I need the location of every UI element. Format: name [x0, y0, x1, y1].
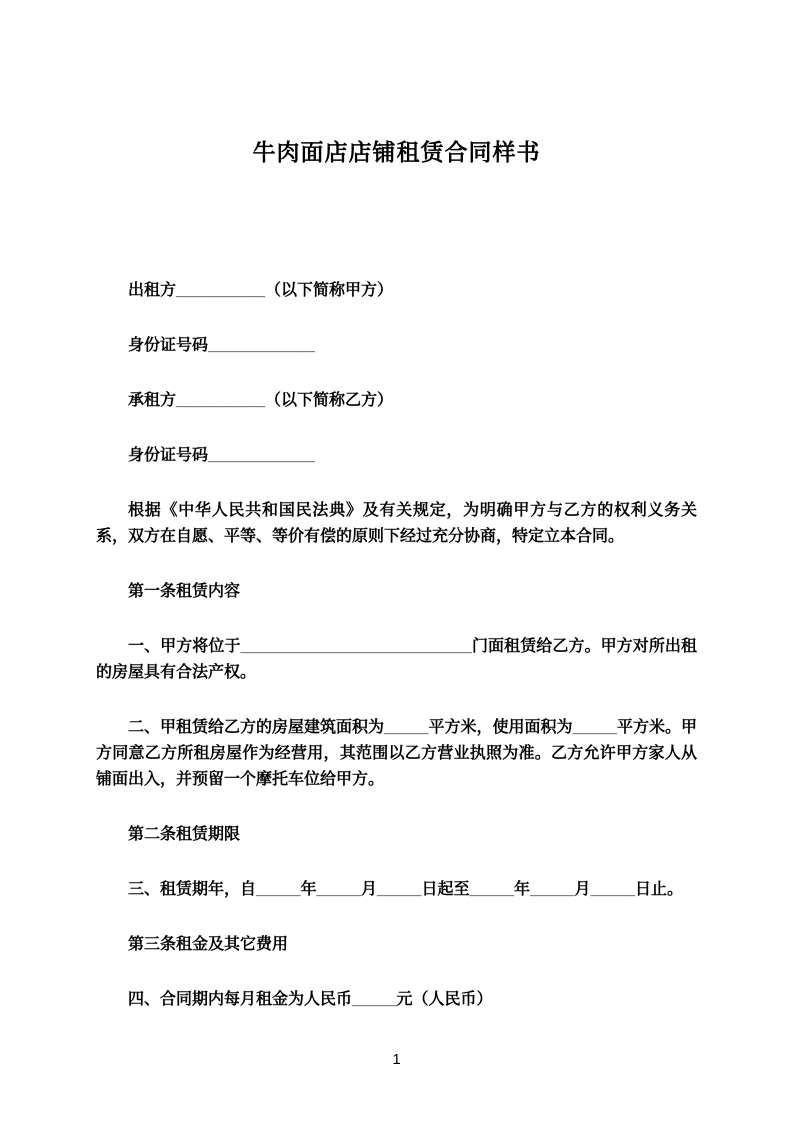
preamble-paragraph: 根据《中华人民共和国民法典》及有关规定，为明确甲方与乙方的权利义务关系，双方在自愿、平等、等价有偿的原则下经过充分协商，特定立本合同。 [96, 502, 697, 545]
article-2-heading: 第二条租赁期限 [128, 826, 241, 843]
clause-1-paragraph: 一、甲方将位于__________________________门面租赁给乙方。甲方对所出租的房屋具有合法产权。 [96, 638, 697, 681]
document-title: 牛肉面店店铺租赁合同样书 [252, 139, 541, 165]
lessor-line: 出租方__________（以下简称甲方） [128, 282, 393, 299]
lessee-line: 承租方__________（以下简称乙方） [128, 392, 393, 409]
article-3-heading: 第三条租金及其它费用 [128, 936, 289, 953]
lessee-id-line: 身份证号码____________ [128, 447, 315, 464]
article-1-heading: 第一条租赁内容 [128, 583, 241, 600]
page-number: 1 [392, 1051, 401, 1068]
clause-3-paragraph: 三、租赁期年，自_____年_____月_____日起至_____年_____月_____日止。 [128, 881, 683, 898]
clause-4-paragraph: 四、合同期内每月租金为人民币_____元（人民币） [128, 991, 493, 1008]
lessor-id-line: 身份证号码____________ [128, 337, 315, 354]
clause-2-paragraph: 二、甲租赁给乙方的房屋建筑面积为_____平方米，使用面积为_____平方米。甲方同意乙方所租房屋作为经营用，其范围以乙方营业执照为准。乙方允许甲方家人从铺面出入，并预留一个摩托车位给甲方。 [96, 719, 697, 788]
